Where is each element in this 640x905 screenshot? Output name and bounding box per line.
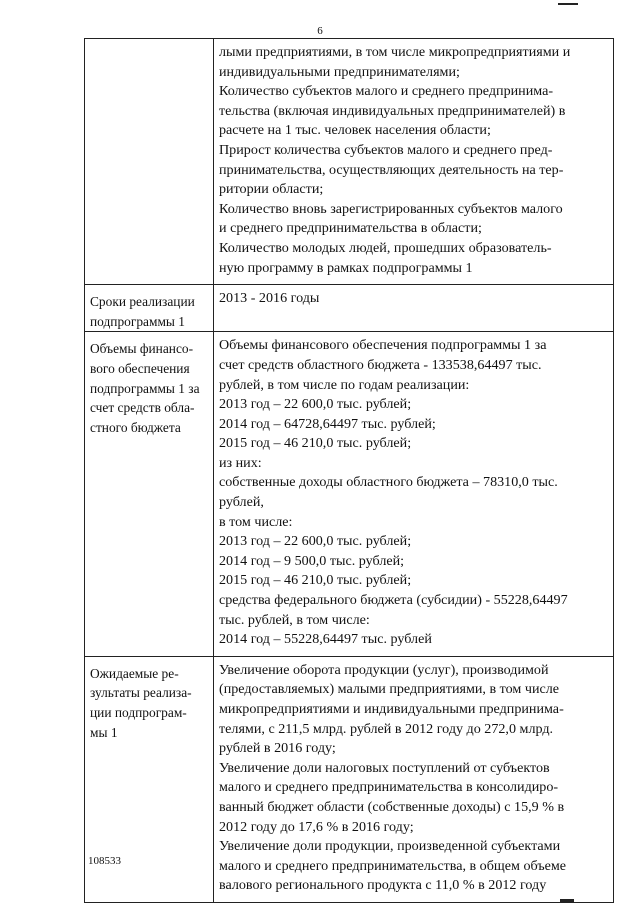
content-line: лыми предприятиями, в том числе микропредприятиями и [219, 44, 571, 60]
content-line: (предоставляемых) малыми предприятиями, в том числе [219, 681, 560, 698]
content-line: малого и среднего предпринимательства в консолидиро- [219, 779, 559, 796]
content-line: Увеличение доли продукции, произведенной субъектами [219, 838, 561, 855]
content-line: тыс. рублей, в том числе: [219, 611, 370, 628]
page-number: 6 [317, 25, 323, 37]
content-line: расчете на 1 тыс. человек населения области; [219, 122, 491, 139]
label-line: Объемы финансо- [90, 341, 194, 357]
row-label [85, 285, 214, 332]
label-line: счет средств обла- [90, 400, 195, 416]
content-line: счет средств областного бюджета - 133538,64497 тыс. [219, 356, 542, 373]
content-line: Прирост количества субъектов малого и среднего пред- [219, 141, 553, 158]
label-line: Сроки реализации [90, 294, 195, 310]
content-line: ритории области; [219, 181, 324, 198]
content-line: ную программу в рамках подпрограммы 1 [219, 259, 473, 276]
scan-mark-bottom [560, 899, 574, 902]
row-content [214, 332, 614, 657]
content-line: в том числе: [219, 513, 293, 530]
content-line: Объемы финансового обеспечения подпрограммы 1 за [219, 337, 547, 354]
label-line: стного бюджета [90, 419, 181, 435]
content-line: Количество субъектов малого и среднего предпринима- [219, 83, 554, 100]
row-label [85, 39, 214, 285]
content-line: рублей, [219, 494, 264, 511]
row-content [214, 656, 614, 902]
table-row [85, 39, 614, 285]
table-row [85, 332, 614, 657]
content-line: 2014 год – 64728,64497 тыс. рублей; [219, 415, 436, 432]
content-line: средства федерального бюджета (субсидии) - 55228,64497 [219, 592, 568, 609]
content-line: 2014 год – 55228,64497 тыс. рублей [219, 631, 432, 648]
label-line: мы 1 [90, 724, 118, 740]
content-line: рублей, в том числе по годам реализации: [219, 376, 470, 393]
content-line: 2015 год – 46 210,0 тыс. рублей; [219, 435, 412, 452]
label-line: Ожидаемые ре- [90, 665, 179, 681]
content-line: телями, с 211,5 млрд. рублей в 2012 году до 272,0 млрд. [219, 720, 554, 737]
content-line: индивидуальными предпринимателями; [219, 63, 460, 80]
content-line: Увеличение доли налоговых поступлений от субъектов [219, 759, 550, 776]
content-line: 2012 году до 17,6 % в 2016 году; [219, 818, 414, 835]
content-line: собственные доходы областного бюджета – 78310,0 тыс. [219, 474, 558, 491]
content-line: рублей в 2016 году; [219, 740, 336, 757]
scan-mark-top [558, 3, 578, 5]
passport-table [84, 38, 614, 903]
content-line: 2014 год – 9 500,0 тыс. рублей; [219, 552, 405, 569]
label-line: зультаты реализа- [90, 685, 192, 701]
content-line: из них: [219, 454, 262, 471]
row-content [214, 39, 614, 285]
row-content [214, 285, 614, 332]
content-line: Количество молодых людей, прошедших образователь- [219, 239, 552, 256]
label-line: подпрограммы 1 [90, 313, 185, 329]
content-line: 2013 год – 22 600,0 тыс. рублей; [219, 396, 412, 413]
content-line: 2013 - 2016 годы [219, 290, 320, 307]
label-line: вого обеспечения [90, 360, 190, 376]
label-line: ции подпрограм- [90, 705, 187, 720]
content-line: ванный бюджет области (собственные доходы) с 15,9 % в [219, 798, 565, 815]
content-line: 2013 год – 22 600,0 тыс. рублей; [219, 533, 412, 550]
content-line: Количество вновь зарегистрированных субъектов малого [219, 200, 563, 217]
table-row [85, 285, 614, 332]
content-line: малого и среднего предпринимательства, в общем объеме [219, 857, 567, 874]
content-line: тельства (включая индивидуальных предпринимателей) в [219, 102, 566, 119]
content-line: валового регионального продукта с 11,0 % в 2012 году [219, 877, 547, 894]
label-line: подпрограммы 1 за [90, 380, 200, 396]
row-label [85, 332, 214, 657]
content-line: микропредприятиями и индивидуальными предпринима- [219, 701, 564, 717]
content-line: 2015 год – 46 210,0 тыс. рублей; [219, 572, 412, 589]
table-row [85, 656, 614, 902]
content-line: и среднего предпринимательства в области; [219, 220, 482, 237]
content-line: Увеличение оборота продукции (услуг), производимой [219, 661, 549, 678]
document-code: 108533 [88, 855, 121, 867]
content-line: принимательства, осуществляющих деятельность на тер- [219, 161, 564, 178]
